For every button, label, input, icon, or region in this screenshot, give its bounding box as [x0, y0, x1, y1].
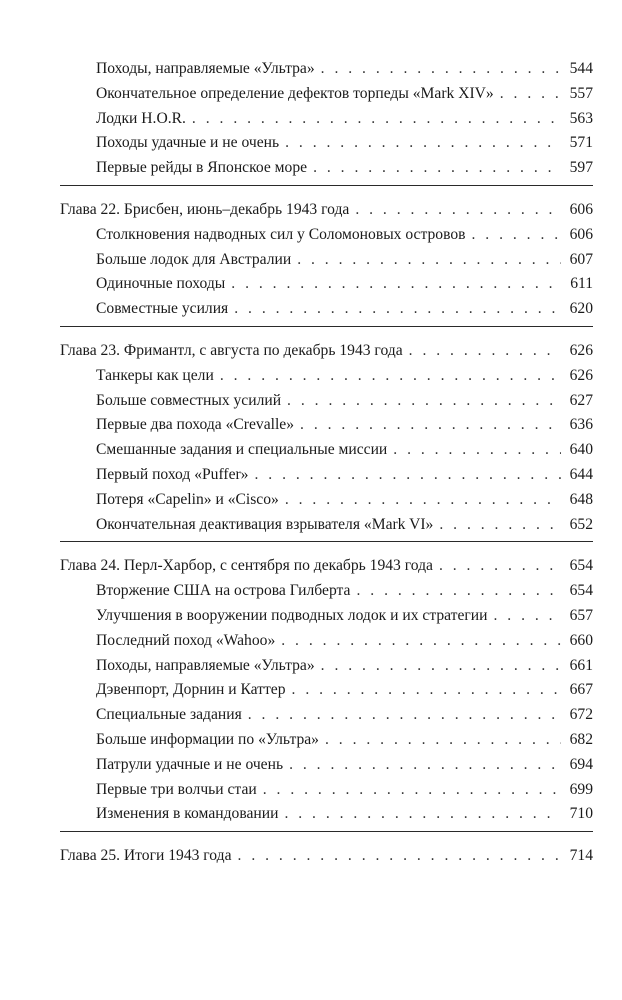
toc-entry-page: 607 [569, 250, 593, 268]
toc-entry [60, 107, 593, 132]
dot-leader [263, 778, 561, 803]
toc-entry-page: 606 [569, 225, 593, 243]
dot-leader [285, 488, 561, 513]
toc-entry-page: 648 [569, 490, 593, 508]
toc-entry [60, 248, 593, 273]
toc-entry [60, 604, 593, 629]
toc-entry-page: 654 [569, 582, 593, 600]
dot-leader [325, 728, 561, 753]
chapter-page: 606 [569, 200, 593, 218]
toc-entry-page: 627 [569, 391, 593, 409]
toc-entry-title: Столкновения надводных сил у Соломоновых островов [96, 225, 466, 243]
toc-section-continuation [60, 57, 593, 186]
toc-entry-page: 694 [569, 755, 593, 773]
dot-leader [292, 678, 561, 703]
toc-entry-title: Походы, направляемые «Ультра» [96, 656, 315, 674]
toc-entry [60, 131, 593, 156]
toc-entry [60, 82, 593, 107]
toc-entry [60, 57, 593, 82]
toc-entry-title: Вторжение США на острова Гилберта [96, 582, 351, 600]
dot-leader [321, 654, 561, 679]
toc-entry [60, 297, 593, 322]
toc-entry-title: Окончательная деактивация взрывателя «Mark VI» [96, 515, 434, 533]
toc-entry-page: 544 [569, 60, 593, 77]
chapter-title: Глава 23. Фримантл, с августа по декабрь 1943 года [60, 341, 403, 359]
toc-entry-title: Улучшения в вооружении подводных лодок и их стратегии [96, 606, 488, 624]
toc-entry-title: Походы, направляемые «Ультра» [96, 60, 315, 77]
toc-entry-page: 661 [569, 656, 593, 674]
toc-entry [60, 364, 593, 389]
chapter-page: 654 [569, 557, 593, 575]
toc-entry-title: Походы удачные и не очень [96, 134, 280, 152]
dot-leader [355, 198, 561, 223]
toc-entry-page: 620 [569, 300, 593, 318]
toc-entry-page: 597 [569, 159, 593, 177]
toc-entry [60, 753, 593, 778]
toc-section-chapter-23 [60, 339, 593, 542]
toc-entry-title: Первые рейды в Японское море [96, 159, 308, 177]
dot-leader [192, 107, 561, 132]
dot-leader [356, 579, 561, 604]
toc-entry [60, 488, 593, 513]
toc-entry-page: 636 [569, 416, 593, 434]
chapter-title: Глава 24. Перл-Харбор, с сентября по декабрь 1943 года [60, 557, 433, 575]
dot-leader [471, 223, 561, 248]
toc-entry-title: Потеря «Capelin» и «Cisco» [96, 490, 279, 508]
toc-section-chapter-25 [60, 844, 593, 873]
toc-entry-title: Первые два похода «Crevalle» [96, 416, 295, 434]
dot-leader [439, 554, 561, 579]
toc-entry-page: 660 [569, 631, 593, 649]
toc-entry [60, 463, 593, 488]
toc-entry-title: Совместные усилия [96, 300, 229, 318]
dot-leader [439, 513, 561, 538]
dot-leader [297, 248, 561, 273]
toc-entry-title: Лодки H.O.R. [96, 109, 186, 127]
toc-entry-page: 644 [569, 465, 593, 483]
toc-entry-page: 571 [569, 134, 593, 152]
toc-entry-title: Первый поход «Puffer» [96, 465, 249, 483]
dot-leader [289, 753, 561, 778]
toc-entry [60, 654, 593, 679]
toc-section-chapter-24 [60, 554, 593, 832]
dot-leader [231, 272, 561, 297]
toc-entry-title: Больше информации по «Ультра» [96, 730, 319, 748]
toc-entry-page: 699 [569, 780, 593, 798]
table-of-contents [60, 57, 593, 885]
toc-entry-page: 557 [569, 84, 593, 102]
dot-leader [284, 802, 561, 827]
toc-entry [60, 579, 593, 604]
dot-leader [254, 463, 561, 488]
dot-leader [409, 339, 561, 364]
dot-leader [500, 82, 561, 107]
toc-chapter-heading [60, 844, 593, 869]
toc-entry [60, 629, 593, 654]
toc-entry [60, 513, 593, 538]
toc-entry [60, 778, 593, 803]
toc-entry-title: Больше лодок для Австралии [96, 250, 292, 268]
toc-chapter-heading [60, 339, 593, 364]
dot-leader [285, 131, 561, 156]
toc-entry-title: Специальные задания [96, 706, 242, 724]
toc-entry-page: 652 [569, 515, 593, 533]
toc-entry-title: Окончательное определение дефектов торпеды «Mark XIV» [96, 84, 494, 102]
toc-entry [60, 223, 593, 248]
dot-leader [281, 629, 561, 654]
dot-leader [321, 57, 561, 82]
toc-entry [60, 438, 593, 463]
chapter-page: 626 [569, 341, 593, 359]
toc-entry-title: Танкеры как цели [96, 366, 214, 384]
toc-entry-page: 682 [569, 730, 593, 748]
toc-entry-page: 640 [569, 441, 593, 459]
toc-entry-title: Одиночные походы [96, 275, 226, 293]
toc-chapter-heading [60, 198, 593, 223]
toc-entry [60, 156, 593, 181]
toc-entry-page: 672 [569, 706, 593, 724]
toc-entry-title: Изменения в командовании [96, 805, 279, 823]
toc-entry-page: 611 [570, 275, 593, 293]
dot-leader [313, 156, 561, 181]
dot-leader [300, 413, 561, 438]
toc-entry [60, 703, 593, 728]
toc-chapter-heading [60, 554, 593, 579]
toc-entry-title: Смешанные задания и специальные миссии [96, 441, 388, 459]
chapter-title: Глава 25. Итоги 1943 года [60, 847, 232, 865]
dot-leader [393, 438, 561, 463]
toc-entry [60, 389, 593, 414]
toc-entry-page: 563 [569, 109, 593, 127]
dot-leader [238, 844, 561, 869]
dot-leader [234, 297, 561, 322]
toc-entry-title: Последний поход «Wahoo» [96, 631, 276, 649]
toc-entry-title: Дэвенпорт, Дорнин и Каттер [96, 681, 286, 699]
toc-entry-page: 626 [569, 366, 593, 384]
dot-leader [248, 703, 561, 728]
chapter-page: 714 [569, 847, 593, 865]
dot-leader [287, 389, 561, 414]
toc-entry-page: 657 [569, 606, 593, 624]
chapter-title: Глава 22. Брисбен, июнь–декабрь 1943 года [60, 200, 350, 218]
toc-section-chapter-22 [60, 198, 593, 327]
toc-entry [60, 413, 593, 438]
toc-entry [60, 678, 593, 703]
toc-entry-title: Больше совместных усилий [96, 391, 282, 409]
toc-entry-title: Первые три волчьи стаи [96, 780, 257, 798]
toc-entry-title: Патрули удачные и не очень [96, 755, 284, 773]
dot-leader [493, 604, 561, 629]
toc-entry-page: 710 [569, 805, 593, 823]
toc-entry [60, 728, 593, 753]
toc-entry [60, 802, 593, 827]
toc-entry [60, 272, 593, 297]
dot-leader [220, 364, 561, 389]
toc-entry-page: 667 [569, 681, 593, 699]
